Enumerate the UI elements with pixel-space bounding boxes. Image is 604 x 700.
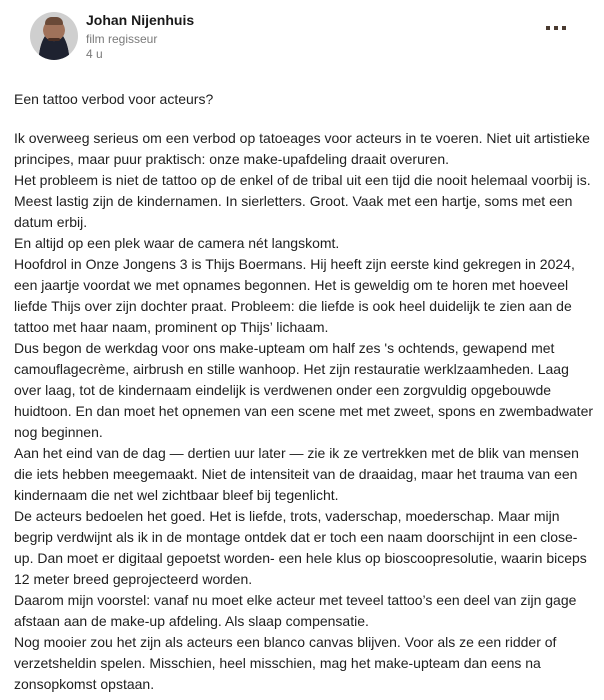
more-horizontal-icon	[554, 26, 558, 30]
post-paragraph: Ik overweeg serieus om een verbod op tatoeages voor acteurs in te voeren. Niet uit artistieke principes, maar puur praktisch: onze make-upafdeling draait overuren.	[14, 130, 590, 167]
post-paragraph: Daarom mijn voorstel: vanaf nu moet elke acteur met teveel tattoo’s een deel van zijn gage afstaan aan de make-up afdeling. Als slaap compensatie.	[14, 592, 577, 629]
post-paragraph: Aan het eind van de dag — dertien uur later — zie ik ze vertrekken met de blik van mensen die iets hebben meegemaakt. Niet de intensiteit van de draaidag, maar het trauma van een kindernaam die net wel zichtbaar bleef bij tegenlicht.	[14, 445, 579, 503]
post-body	[14, 128, 594, 695]
post-timestamp[interactable]: 4 u	[86, 47, 103, 61]
author-info	[86, 11, 194, 62]
post-paragraph: Het probleem is niet de tattoo op de enkel of de tribal uit een tijd die nooit helemaal voorbij is. Meest lastig zijn de kindernamen. In sierletters. Groot. Vaak met een hartje, soms met een datum erbij.	[14, 172, 591, 230]
post-paragraph: Hoofdrol in Onze Jongens 3 is Thijs Boermans. Hij heeft zijn eerste kind gekregen in 2024, een jaartje voordat we met opnames begonnen. Het is geweldig om te horen met hoeveel liefde Thijs over zijn dochter praat. Probleem: die liefde is ook heel duidelijk te zien aan de tattoo met haar naam, prominent op Thijs’ lichaam.	[14, 256, 575, 335]
post-paragraph: Nog mooier zou het zijn als acteurs een blanco canvas blijven. Voor als ze een ridder of verzetsheldin spelen. Misschien, heel misschien, mag het make-upteam dan eens na zonsopkomst opstaan.	[14, 634, 557, 692]
post-paragraph: De acteurs bedoelen het goed. Het is liefde, trots, vaderschap, moederschap. Maar mijn begrip verdwijnt als ik in de montage ontdek dat er toch een naam doorschijnt in een close-up. Dan moet er digitaal gepoetst worden- een hele klus op bioscoopresolutie, waarin biceps 12 meter breed geprojecteerd worden.	[14, 508, 587, 587]
post-title: Een tattoo verbod voor acteurs?	[14, 91, 214, 107]
author-role: film regisseur	[86, 32, 158, 46]
author-name[interactable]: Johan Nijenhuis	[86, 12, 195, 28]
more-horizontal-icon	[546, 26, 550, 30]
avatar-hair	[45, 17, 63, 25]
post-paragraph: Dus begon de werkdag voor ons make-upteam om half zes 's ochtends, gewapend met camouflagecrème, airbrush en stille wanhoop. Het zijn restauratie werklzaamheden. Laag over laag, tot de kindernaam eindelijk is verdwenen onder een zorgvuldig opgebouwde huidtoon. En dan moet het opnemen van een scene met met zweet, spons en zwembadwater nog beginnen.	[14, 340, 594, 440]
avatar[interactable]	[30, 12, 78, 60]
more-options-button[interactable]	[546, 26, 566, 30]
more-horizontal-icon	[562, 26, 566, 30]
post-paragraph: En altijd op een plek waar de camera nét langskomt.	[14, 235, 340, 251]
avatar-mustache	[48, 38, 60, 41]
post-header	[14, 0, 590, 76]
